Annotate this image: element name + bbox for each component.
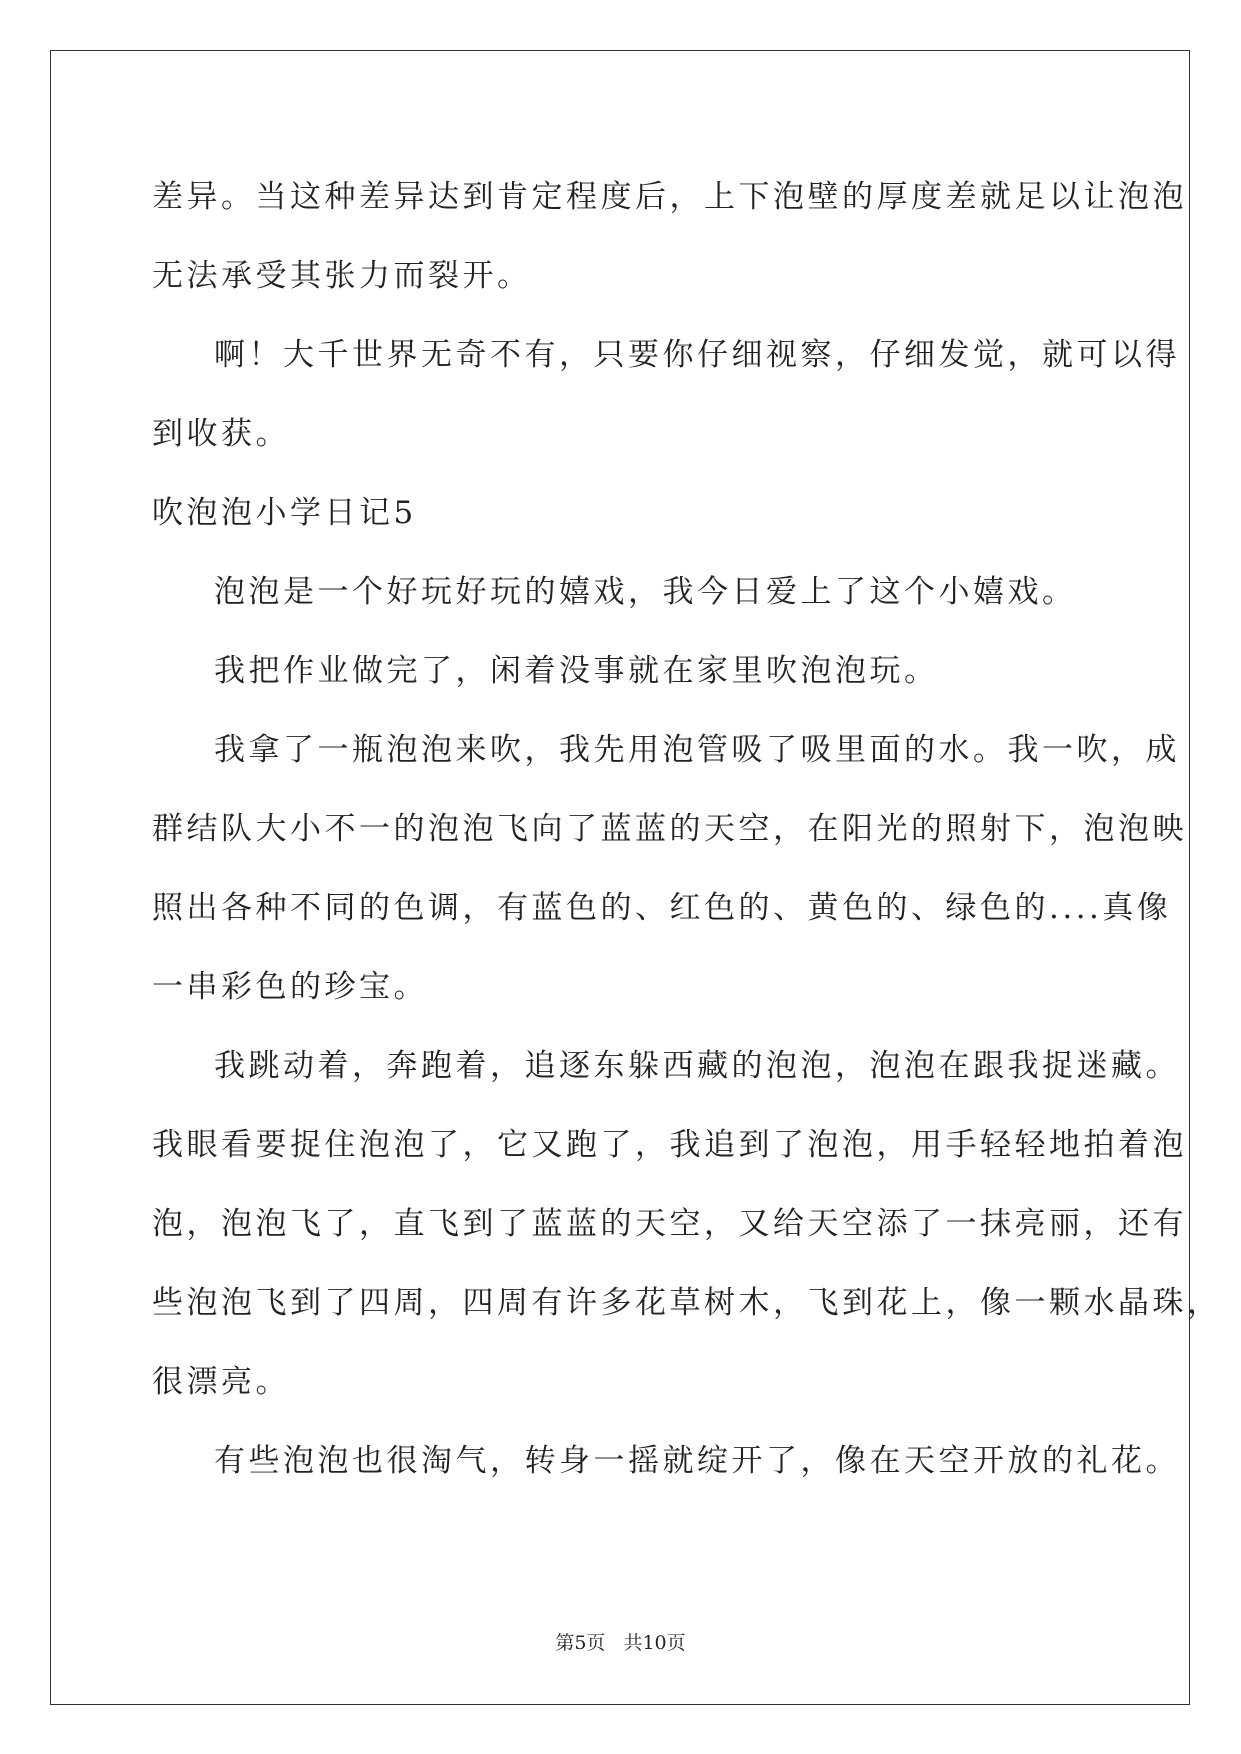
text-line: 泡，泡泡飞了，直飞到了蓝蓝的天空，又给天空添了一抹亮丽，还有 bbox=[152, 1206, 1187, 1242]
section-title: 吹泡泡小学日记5 bbox=[152, 495, 417, 531]
page-number-current: 第5页 bbox=[555, 1632, 606, 1654]
text-line: 泡泡是一个好玩好玩的嬉戏，我今日爱上了这个小嬉戏。 bbox=[214, 574, 1077, 610]
text-line: 无法承受其张力而裂开。 bbox=[152, 258, 532, 294]
page-number-total: 共10页 bbox=[623, 1632, 686, 1654]
text-line: 差异。当这种差异达到肯定程度后，上下泡壁的厚度差就足以让泡泡 bbox=[152, 179, 1187, 215]
text-line: 群结队大小不一的泡泡飞向了蓝蓝的天空，在阳光的照射下，泡泡映 bbox=[152, 811, 1187, 847]
page-footer bbox=[0, 1628, 1241, 1655]
text-line: 到收获。 bbox=[152, 416, 290, 452]
text-line: 我拿了一瓶泡泡来吹，我先用泡管吸了吸里面的水。我一吹，成 bbox=[214, 732, 1180, 768]
text-line: 些泡泡飞到了四周，四周有许多花草树木，飞到花上，像一颗水晶珠， bbox=[152, 1285, 1222, 1321]
text-line: 有些泡泡也很淘气，转身一摇就绽开了，像在天空开放的礼花。 bbox=[214, 1443, 1180, 1479]
text-line: 我把作业做完了，闲着没事就在家里吹泡泡玩。 bbox=[214, 653, 939, 689]
text-line: 啊！大千世界无奇不有，只要你仔细视察，仔细发觉，就可以得 bbox=[214, 337, 1180, 373]
text-line: 一串彩色的珍宝。 bbox=[152, 969, 428, 1005]
text-line: 我眼看要捉住泡泡了，它又跑了，我追到了泡泡，用手轻轻地拍着泡 bbox=[152, 1127, 1187, 1163]
text-line: 很漂亮。 bbox=[152, 1364, 290, 1400]
text-line: 我跳动着，奔跑着，追逐东躲西藏的泡泡，泡泡在跟我捉迷藏。 bbox=[214, 1048, 1180, 1084]
text-line: 照出各种不同的色调，有蓝色的、红色的、黄色的、绿色的....真像 bbox=[152, 890, 1172, 926]
